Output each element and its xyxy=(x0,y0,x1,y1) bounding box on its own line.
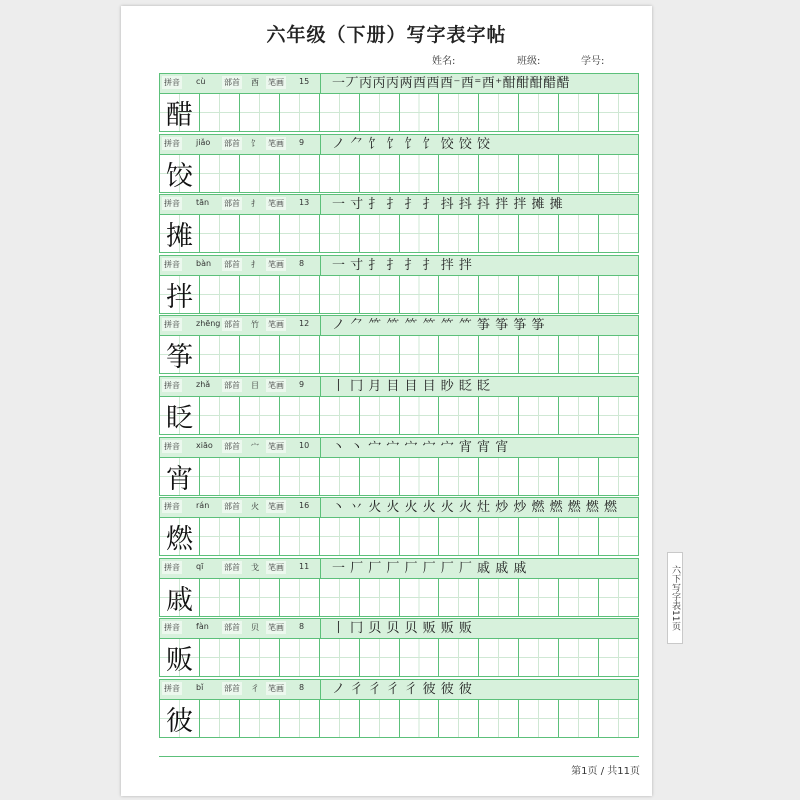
stroke-order-sequence: 一丆丙丙丙两酉酉酉⁻酉⁼酉⁺酣酣酣醋醋 xyxy=(332,76,571,91)
model-character: 贩 xyxy=(165,645,193,677)
practice-cell[interactable] xyxy=(559,155,599,192)
practice-grid-row xyxy=(159,93,639,132)
character-entry xyxy=(159,311,639,372)
radical-value: 彳 xyxy=(251,683,259,693)
practice-cell[interactable] xyxy=(400,700,440,737)
stroke-count-label: 笔画 xyxy=(268,623,284,633)
practice-cell[interactable] xyxy=(599,458,638,495)
practice-cell[interactable] xyxy=(439,579,479,616)
stroke-count-value: 16 xyxy=(299,501,310,511)
header-divider xyxy=(320,195,321,214)
page-footer: 第1页 / 共11页 xyxy=(571,766,640,777)
stroke-count-value: 8 xyxy=(299,622,305,632)
radical-label: 部首 xyxy=(224,623,240,633)
entry-info xyxy=(160,135,320,154)
practice-grid-row xyxy=(159,638,639,677)
pinyin-label: 拼音 xyxy=(164,562,180,572)
stroke-count-value: 13 xyxy=(299,198,310,208)
pinyin-value: fàn xyxy=(196,622,209,632)
entry-info xyxy=(160,498,320,517)
practice-cell[interactable] xyxy=(240,155,280,192)
model-character-cell xyxy=(160,518,200,555)
practice-cell[interactable] xyxy=(320,94,360,131)
practice-cell[interactable] xyxy=(280,94,320,131)
stroke-count-label: 笔画 xyxy=(268,441,284,451)
practice-cell[interactable] xyxy=(439,700,479,737)
model-character-cell xyxy=(160,397,200,434)
pinyin-value: cù xyxy=(196,77,206,86)
entry-header xyxy=(159,437,639,457)
model-character-cell xyxy=(160,215,200,252)
practice-grid-row xyxy=(159,517,639,556)
stroke-order-sequence: ノ ⺈ 饣 饣 饣 饣 饺 饺 饺 xyxy=(332,136,491,152)
practice-cell[interactable] xyxy=(320,579,360,616)
entry-header xyxy=(159,194,639,214)
entry-header xyxy=(159,134,639,154)
entry-info xyxy=(160,559,320,578)
practice-cell[interactable] xyxy=(200,579,240,616)
practice-grid-row xyxy=(159,457,639,496)
entry-header xyxy=(159,497,639,517)
practice-cell[interactable] xyxy=(400,397,440,434)
radical-value: 扌 xyxy=(251,259,259,269)
entry-info xyxy=(160,619,320,638)
pinyin-label: 拼音 xyxy=(164,623,180,633)
model-character-cell xyxy=(160,639,200,676)
practice-cell[interactable] xyxy=(599,579,638,616)
practice-cell[interactable] xyxy=(400,639,440,676)
page-title: 六年级（下册）写字表字帖 xyxy=(266,24,507,46)
practice-grid-row xyxy=(159,214,639,253)
practice-cell[interactable] xyxy=(400,518,440,555)
practice-cell[interactable] xyxy=(519,215,559,252)
practice-cell[interactable] xyxy=(559,276,599,313)
practice-cell[interactable] xyxy=(400,458,440,495)
entry-info xyxy=(160,377,320,396)
worksheet-page xyxy=(121,6,652,796)
practice-cell[interactable] xyxy=(360,94,400,131)
entry-info xyxy=(160,74,320,93)
practice-cell[interactable] xyxy=(240,458,280,495)
practice-cell[interactable] xyxy=(320,397,360,434)
practice-cell[interactable] xyxy=(439,518,479,555)
pinyin-label: 拼音 xyxy=(164,683,180,693)
character-entry xyxy=(159,554,639,615)
practice-cell[interactable] xyxy=(439,276,479,313)
practice-cell[interactable] xyxy=(240,518,280,555)
radical-value: 竹 xyxy=(251,320,259,330)
practice-cell[interactable] xyxy=(479,518,519,555)
practice-cell[interactable] xyxy=(599,336,638,373)
radical-label: 部首 xyxy=(224,199,240,209)
practice-cell[interactable] xyxy=(240,579,280,616)
entry-header xyxy=(159,255,639,275)
practice-cell[interactable] xyxy=(559,639,599,676)
pinyin-value: jiǎo xyxy=(196,137,211,147)
radical-value: 酉 xyxy=(251,78,259,87)
entry-info xyxy=(160,195,320,214)
practice-cell[interactable] xyxy=(599,215,638,252)
practice-cell[interactable] xyxy=(280,518,320,555)
model-character: 拌 xyxy=(165,281,193,313)
practice-cell[interactable] xyxy=(360,458,400,495)
practice-cell[interactable] xyxy=(240,639,280,676)
stroke-count-value: 12 xyxy=(299,319,310,329)
practice-cell[interactable] xyxy=(599,700,638,737)
stroke-count-label: 笔画 xyxy=(268,380,284,390)
practice-cell[interactable] xyxy=(519,276,559,313)
header-divider xyxy=(320,74,321,93)
practice-cell[interactable] xyxy=(280,458,320,495)
stroke-order-sequence: 丨 冂 月 目 目 目 眇 眨 眨 xyxy=(332,378,491,394)
practice-cell[interactable] xyxy=(479,639,519,676)
practice-grid-row xyxy=(159,699,639,738)
radical-label: 部首 xyxy=(224,320,240,330)
radical-value: 贝 xyxy=(251,623,259,633)
header-divider xyxy=(320,135,321,154)
practice-cell[interactable] xyxy=(200,215,240,252)
practice-cell[interactable] xyxy=(320,155,360,192)
practice-cell[interactable] xyxy=(200,155,240,192)
model-character: 彼 xyxy=(165,705,193,737)
model-character-cell xyxy=(160,458,200,495)
stroke-count-label: 笔画 xyxy=(268,320,284,330)
practice-cell[interactable] xyxy=(280,276,320,313)
entry-header xyxy=(159,558,639,578)
radical-value: 扌 xyxy=(251,199,259,209)
model-character: 饺 xyxy=(165,160,193,192)
practice-cell[interactable] xyxy=(439,215,479,252)
model-character-cell xyxy=(160,336,200,373)
practice-cell[interactable] xyxy=(439,336,479,373)
practice-cell[interactable] xyxy=(519,336,559,373)
entry-info xyxy=(160,256,320,275)
radical-label: 部首 xyxy=(224,441,240,451)
practice-cell[interactable] xyxy=(559,397,599,434)
practice-cell[interactable] xyxy=(200,397,240,434)
model-character: 摊 xyxy=(165,221,193,253)
practice-cell[interactable] xyxy=(479,336,519,373)
practice-cell[interactable] xyxy=(479,215,519,252)
pinyin-label: 拼音 xyxy=(164,138,180,148)
practice-cell[interactable] xyxy=(400,276,440,313)
entry-header xyxy=(159,73,639,93)
header-divider xyxy=(320,619,321,638)
pinyin-value: zhēng xyxy=(196,319,221,329)
student-id-label: 学号: xyxy=(581,56,605,67)
practice-cell[interactable] xyxy=(400,215,440,252)
stroke-count-value: 8 xyxy=(299,258,305,268)
practice-cell[interactable] xyxy=(479,397,519,434)
radical-label: 部首 xyxy=(224,138,240,148)
practice-cell[interactable] xyxy=(240,397,280,434)
stroke-count-value: 10 xyxy=(299,440,310,450)
practice-cell[interactable] xyxy=(439,155,479,192)
practice-cell[interactable] xyxy=(240,94,280,131)
stroke-order-sequence: 丶 丶 宀 宀 宀 宀 宀 宵 宵 宵 xyxy=(332,439,509,455)
stroke-count-value: 9 xyxy=(299,137,305,147)
pinyin-label: 拼音 xyxy=(164,320,180,330)
footer-divider xyxy=(159,756,639,757)
pinyin-label: 拼音 xyxy=(164,78,180,87)
radical-label: 部首 xyxy=(224,380,240,390)
radical-value: 火 xyxy=(251,502,259,512)
practice-cell[interactable] xyxy=(280,155,320,192)
character-entry xyxy=(159,372,639,433)
entry-info xyxy=(160,680,320,699)
header-divider xyxy=(320,377,321,396)
practice-cell[interactable] xyxy=(400,579,440,616)
practice-cell[interactable] xyxy=(240,700,280,737)
stroke-order-sequence: ノ 彳 彳 彳 彳 彼 彼 彼 xyxy=(332,681,473,697)
practice-cell[interactable] xyxy=(559,458,599,495)
model-character-cell xyxy=(160,700,200,737)
practice-cell[interactable] xyxy=(320,336,360,373)
practice-cell[interactable] xyxy=(360,215,400,252)
pinyin-value: bàn xyxy=(196,258,212,268)
practice-cell[interactable] xyxy=(200,700,240,737)
stroke-order-sequence: 丶 丷 火 火 火 火 火 火 灶 炒 炒 燃 燃 燃 燃 燃 xyxy=(332,500,618,516)
radical-label: 部首 xyxy=(224,502,240,512)
model-character: 醋 xyxy=(165,100,193,131)
model-character-cell xyxy=(160,579,200,616)
practice-cell[interactable] xyxy=(320,518,360,555)
pinyin-value: qī xyxy=(196,561,204,571)
model-character: 燃 xyxy=(165,524,193,556)
stroke-count-label: 笔画 xyxy=(268,199,284,209)
stroke-count-value: 11 xyxy=(299,561,310,571)
radical-value: 宀 xyxy=(251,441,259,451)
model-character-cell xyxy=(160,94,200,131)
practice-cell[interactable] xyxy=(519,518,559,555)
practice-cell[interactable] xyxy=(599,276,638,313)
model-character: 眨 xyxy=(165,402,193,434)
pinyin-label: 拼音 xyxy=(164,441,180,451)
practice-cell[interactable] xyxy=(280,639,320,676)
practice-cell[interactable] xyxy=(559,336,599,373)
character-entry xyxy=(159,69,639,130)
practice-cell[interactable] xyxy=(360,155,400,192)
practice-cell[interactable] xyxy=(360,336,400,373)
header-divider xyxy=(320,316,321,335)
model-character: 宵 xyxy=(165,463,193,495)
stroke-count-label: 笔画 xyxy=(268,502,284,512)
practice-cell[interactable] xyxy=(559,215,599,252)
pinyin-label: 拼音 xyxy=(164,259,180,269)
stroke-order-sequence: 一 寸 扌 扌 扌 扌 抖 抖 抖 拌 拌 摊 摊 xyxy=(332,197,564,213)
name-label: 姓名: xyxy=(432,56,456,67)
stroke-count-value: 15 xyxy=(299,77,310,86)
practice-cell[interactable] xyxy=(320,700,360,737)
practice-grid-row xyxy=(159,578,639,617)
practice-cell[interactable] xyxy=(479,458,519,495)
character-entry xyxy=(159,130,639,191)
practice-cell[interactable] xyxy=(599,639,638,676)
stroke-order-sequence: ノ ⺈ ⺮ ⺮ ⺮ ⺮ ⺮ ⺮ 筝 筝 筝 筝 xyxy=(332,318,545,334)
practice-grid-row xyxy=(159,396,639,435)
stroke-count-label: 笔画 xyxy=(268,259,284,269)
practice-grid-row xyxy=(159,275,639,314)
practice-cell[interactable] xyxy=(200,518,240,555)
model-character-cell xyxy=(160,276,200,313)
radical-label: 部首 xyxy=(224,259,240,269)
pinyin-label: 拼音 xyxy=(164,199,180,209)
stroke-count-label: 笔画 xyxy=(268,683,284,693)
character-entry xyxy=(159,433,639,494)
character-entry xyxy=(159,251,639,312)
header-divider xyxy=(320,680,321,699)
practice-cell[interactable] xyxy=(280,215,320,252)
practice-cell[interactable] xyxy=(599,155,638,192)
practice-cell[interactable] xyxy=(559,579,599,616)
entry-header xyxy=(159,376,639,396)
stroke-count-label: 笔画 xyxy=(268,562,284,572)
practice-cell[interactable] xyxy=(439,458,479,495)
practice-cell[interactable] xyxy=(400,336,440,373)
practice-cell[interactable] xyxy=(320,458,360,495)
header-divider xyxy=(320,256,321,275)
practice-cell[interactable] xyxy=(519,94,559,131)
character-entry xyxy=(159,493,639,554)
practice-cell[interactable] xyxy=(200,458,240,495)
practice-cell[interactable] xyxy=(280,336,320,373)
practice-cell[interactable] xyxy=(519,397,559,434)
practice-cell[interactable] xyxy=(400,94,440,131)
pinyin-label: 拼音 xyxy=(164,380,180,390)
practice-cell[interactable] xyxy=(280,700,320,737)
practice-cell[interactable] xyxy=(360,579,400,616)
pinyin-value: xiāo xyxy=(196,440,213,450)
character-entry xyxy=(159,614,639,675)
radical-label: 部首 xyxy=(224,683,240,693)
practice-cell[interactable] xyxy=(479,94,519,131)
practice-cell[interactable] xyxy=(360,276,400,313)
practice-cell[interactable] xyxy=(479,155,519,192)
practice-cell[interactable] xyxy=(360,518,400,555)
practice-cell[interactable] xyxy=(519,579,559,616)
model-character-cell xyxy=(160,155,200,192)
character-entry xyxy=(159,190,639,251)
practice-cell[interactable] xyxy=(240,276,280,313)
radical-value: 目 xyxy=(251,380,259,390)
stroke-order-sequence: 丨 冂 贝 贝 贝 贩 贩 贩 xyxy=(332,621,473,637)
practice-cell[interactable] xyxy=(200,276,240,313)
radical-value: 饣 xyxy=(251,138,259,148)
pinyin-value: zhǎ xyxy=(196,379,211,389)
practice-cell[interactable] xyxy=(360,397,400,434)
practice-cell[interactable] xyxy=(519,639,559,676)
stroke-count-label: 笔画 xyxy=(268,78,284,87)
practice-cell[interactable] xyxy=(599,94,638,131)
practice-cell[interactable] xyxy=(439,397,479,434)
practice-cell[interactable] xyxy=(280,579,320,616)
model-character: 筝 xyxy=(165,342,193,374)
pinyin-value: tān xyxy=(196,198,210,208)
practice-cell[interactable] xyxy=(439,94,479,131)
stroke-count-label: 笔画 xyxy=(268,138,284,148)
practice-cell[interactable] xyxy=(320,215,360,252)
radical-label: 部首 xyxy=(224,562,240,572)
header-divider xyxy=(320,559,321,578)
entry-header xyxy=(159,618,639,638)
entry-info xyxy=(160,438,320,457)
class-label: 班级: xyxy=(517,56,541,67)
practice-cell[interactable] xyxy=(200,639,240,676)
radical-label: 部首 xyxy=(224,78,240,87)
practice-cell[interactable] xyxy=(320,276,360,313)
practice-cell[interactable] xyxy=(559,518,599,555)
practice-cell[interactable] xyxy=(519,700,559,737)
pinyin-label: 拼音 xyxy=(164,502,180,512)
practice-cell[interactable] xyxy=(559,700,599,737)
practice-cell[interactable] xyxy=(439,639,479,676)
practice-cell[interactable] xyxy=(200,94,240,131)
stroke-order-sequence: 一 寸 扌 扌 扌 扌 拌 拌 xyxy=(332,257,473,273)
practice-grid-row xyxy=(159,335,639,374)
practice-cell[interactable] xyxy=(479,579,519,616)
practice-cell[interactable] xyxy=(240,215,280,252)
entry-info xyxy=(160,316,320,335)
practice-cell[interactable] xyxy=(559,94,599,131)
practice-cell[interactable] xyxy=(200,336,240,373)
practice-cell[interactable] xyxy=(360,639,400,676)
character-practice-sheet xyxy=(159,69,639,736)
practice-cell[interactable] xyxy=(280,397,320,434)
stroke-order-sequence: 一 厂 厂 厂 厂 厂 厂 厂 戚 戚 戚 xyxy=(332,560,527,576)
practice-cell[interactable] xyxy=(519,458,559,495)
pinyin-value: bǐ xyxy=(196,682,204,692)
entry-header xyxy=(159,679,639,699)
practice-cell[interactable] xyxy=(240,336,280,373)
practice-cell[interactable] xyxy=(519,155,559,192)
side-page-tab[interactable]: 六下写字表11页 xyxy=(667,552,683,644)
practice-cell[interactable] xyxy=(360,700,400,737)
entry-header xyxy=(159,315,639,335)
practice-grid-row xyxy=(159,154,639,193)
model-character: 戚 xyxy=(165,584,193,616)
practice-cell[interactable] xyxy=(479,700,519,737)
stroke-count-value: 8 xyxy=(299,682,305,692)
practice-cell[interactable] xyxy=(599,397,638,434)
header-divider xyxy=(320,498,321,517)
header-divider xyxy=(320,438,321,457)
stroke-count-value: 9 xyxy=(299,379,305,389)
character-entry xyxy=(159,675,639,736)
practice-cell[interactable] xyxy=(400,155,440,192)
practice-cell[interactable] xyxy=(479,276,519,313)
practice-cell[interactable] xyxy=(320,639,360,676)
radical-value: 戈 xyxy=(251,562,259,572)
pinyin-value: rán xyxy=(196,501,210,511)
practice-cell[interactable] xyxy=(599,518,638,555)
